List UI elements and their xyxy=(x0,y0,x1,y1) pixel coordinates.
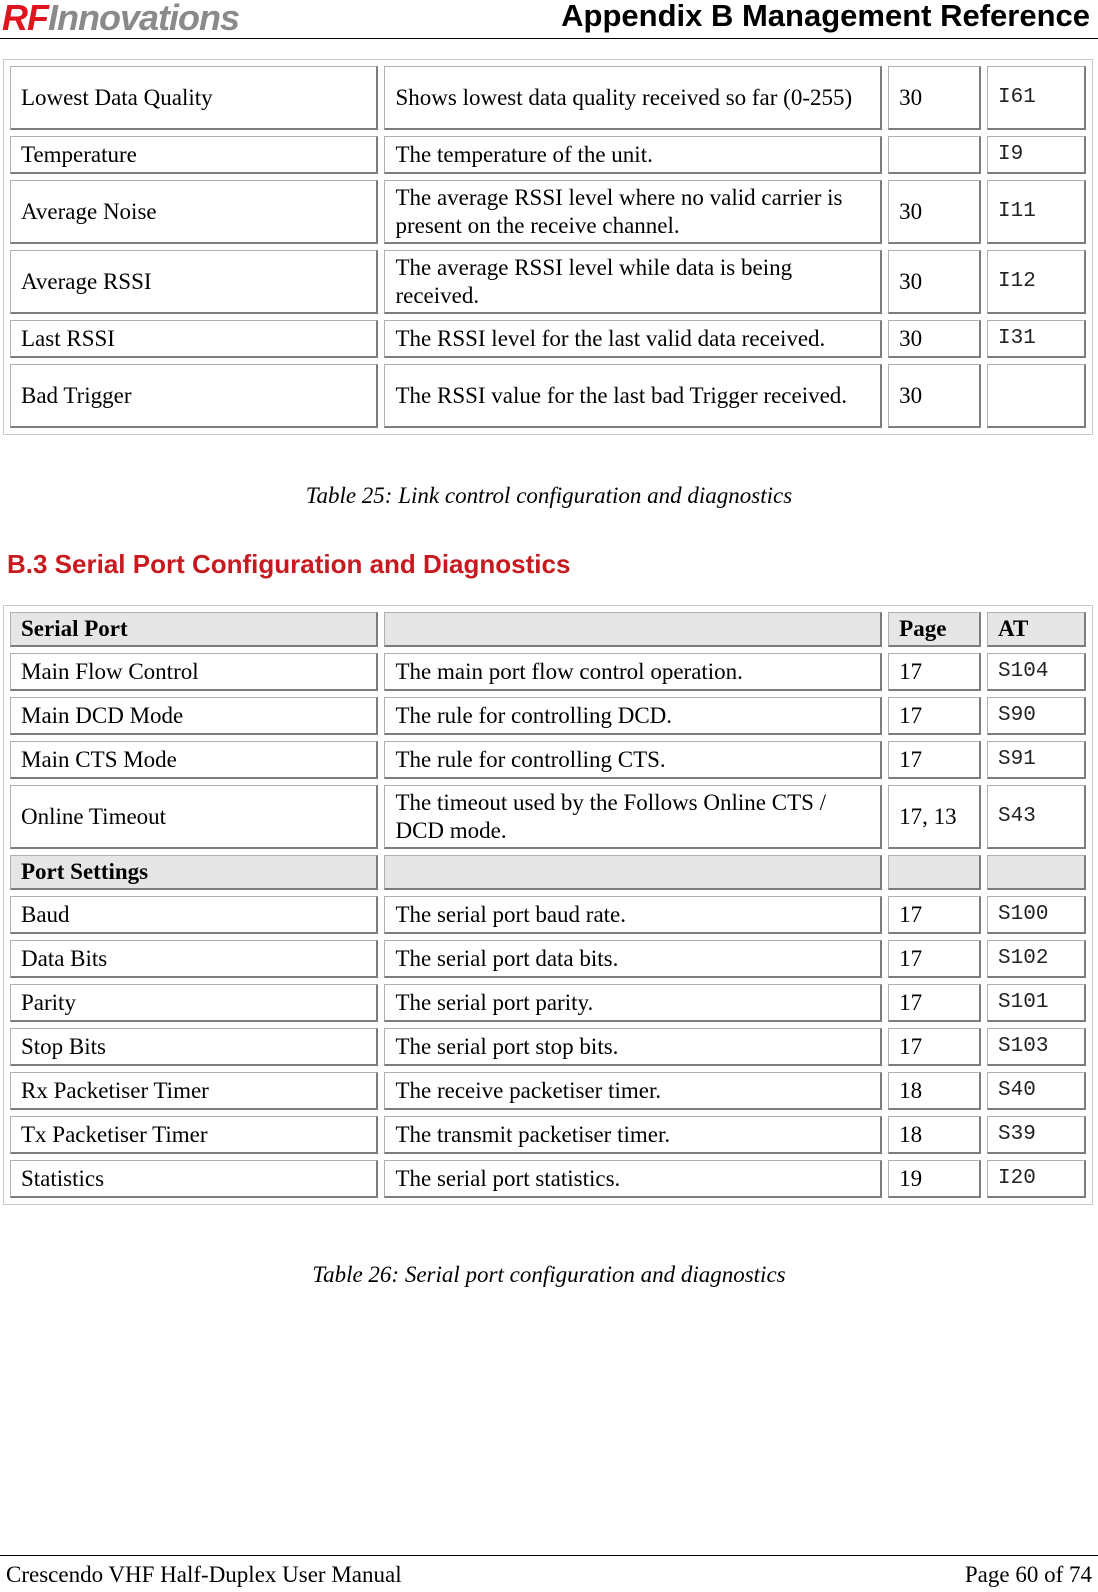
cell-page: 30 xyxy=(888,250,981,314)
cell-desc: The transmit packetiser timer. xyxy=(384,1116,882,1154)
cell-at: I31 xyxy=(987,320,1086,358)
header-title: Appendix B Management Reference xyxy=(561,0,1090,33)
section-heading: B.3 Serial Port Configuration and Diagnostics xyxy=(7,549,571,579)
cell-name: Temperature xyxy=(10,136,378,174)
cell-page: 17 xyxy=(888,984,981,1022)
cell-at: S91 xyxy=(987,741,1086,779)
subheader-cell-empty xyxy=(987,855,1086,890)
cell-at: S102 xyxy=(987,940,1086,978)
cell-name: Parity xyxy=(10,984,378,1022)
cell-desc: The serial port statistics. xyxy=(384,1160,882,1198)
page-header xyxy=(0,0,1098,39)
cell-at: S43 xyxy=(987,785,1086,849)
cell-name: Average Noise xyxy=(10,180,378,244)
serial-port-table xyxy=(3,605,1093,1205)
cell-at: S40 xyxy=(987,1072,1086,1110)
cell-desc: The serial port parity. xyxy=(384,984,882,1022)
manual-title: Crescendo VHF Half-Duplex User Manual xyxy=(6,1562,402,1587)
table-row xyxy=(10,1028,1086,1066)
cell-at: S39 xyxy=(987,1116,1086,1154)
cell-desc: The rule for controlling DCD. xyxy=(384,697,882,735)
cell-desc: The rule for controlling CTS. xyxy=(384,741,882,779)
table-row xyxy=(10,364,1086,428)
cell-at: S103 xyxy=(987,1028,1086,1066)
cell-page: 17 xyxy=(888,741,981,779)
cell-page: 17 xyxy=(888,940,981,978)
link-control-table xyxy=(3,59,1093,435)
cell-page xyxy=(888,136,981,174)
cell-name: Last RSSI xyxy=(10,320,378,358)
cell-name: Lowest Data Quality xyxy=(10,66,378,130)
cell-at: I61 xyxy=(987,66,1086,130)
subheader-cell-name: Port Settings xyxy=(10,855,378,890)
cell-name: Rx Packetiser Timer xyxy=(10,1072,378,1110)
cell-page: 17 xyxy=(888,896,981,934)
header-cell-page: Page xyxy=(888,612,981,647)
cell-page: 30 xyxy=(888,320,981,358)
table-row xyxy=(10,250,1086,314)
cell-name: Baud xyxy=(10,896,378,934)
cell-name: Statistics xyxy=(10,1160,378,1198)
cell-name: Main DCD Mode xyxy=(10,697,378,735)
cell-at xyxy=(987,364,1086,428)
page-number: Page 60 of 74 xyxy=(964,1562,1092,1587)
cell-at: I9 xyxy=(987,136,1086,174)
cell-desc: The receive packetiser timer. xyxy=(384,1072,882,1110)
cell-page: 17, 13 xyxy=(888,785,981,849)
header-cell-desc xyxy=(384,612,882,647)
cell-desc: The average RSSI level while data is being received. xyxy=(384,250,882,314)
cell-at: S100 xyxy=(987,896,1086,934)
cell-desc: The RSSI value for the last bad Trigger received. xyxy=(384,364,882,428)
cell-name: Average RSSI xyxy=(10,250,378,314)
cell-page: 17 xyxy=(888,653,981,691)
table-row xyxy=(10,697,1086,735)
cell-page: 17 xyxy=(888,1028,981,1066)
cell-at: I20 xyxy=(987,1160,1086,1198)
cell-at: S90 xyxy=(987,697,1086,735)
cell-desc: The timeout used by the Follows Online CTS / DCD mode. xyxy=(384,785,882,849)
cell-at: S104 xyxy=(987,653,1086,691)
cell-page: 30 xyxy=(888,180,981,244)
cell-name: Main Flow Control xyxy=(10,653,378,691)
table-row xyxy=(10,940,1086,978)
cell-page: 30 xyxy=(888,66,981,130)
cell-name: Bad Trigger xyxy=(10,364,378,428)
cell-at: S101 xyxy=(987,984,1086,1022)
cell-page: 19 xyxy=(888,1160,981,1198)
table-row xyxy=(10,984,1086,1022)
page-footer xyxy=(0,1555,1098,1592)
cell-page: 18 xyxy=(888,1072,981,1110)
cell-at: I12 xyxy=(987,250,1086,314)
cell-desc: The average RSSI level where no valid carrier is present on the receive channel. xyxy=(384,180,882,244)
cell-page: 30 xyxy=(888,364,981,428)
port-settings-subheader xyxy=(10,855,1086,890)
table-row xyxy=(10,136,1086,174)
cell-desc: The serial port stop bits. xyxy=(384,1028,882,1066)
table-row xyxy=(10,1116,1086,1154)
table-row xyxy=(10,1160,1086,1198)
cell-desc: The serial port baud rate. xyxy=(384,896,882,934)
table-header-row xyxy=(10,612,1086,647)
company-logo: RFInnovations xyxy=(2,0,240,38)
header-cell-name: Serial Port xyxy=(10,612,378,647)
cell-desc: The main port flow control operation. xyxy=(384,653,882,691)
table-25-caption: Table 25: Link control configuration and diagnostics xyxy=(305,483,793,508)
cell-name: Tx Packetiser Timer xyxy=(10,1116,378,1154)
table-row xyxy=(10,66,1086,130)
table-row xyxy=(10,653,1086,691)
cell-name: Main CTS Mode xyxy=(10,741,378,779)
table-row xyxy=(10,741,1086,779)
cell-at: I11 xyxy=(987,180,1086,244)
cell-page: 18 xyxy=(888,1116,981,1154)
cell-name: Online Timeout xyxy=(10,785,378,849)
cell-desc: The serial port data bits. xyxy=(384,940,882,978)
table-26-caption: Table 26: Serial port configuration and diagnostics xyxy=(312,1262,786,1287)
cell-page: 17 xyxy=(888,697,981,735)
table-row xyxy=(10,785,1086,849)
header-cell-at: AT xyxy=(987,612,1086,647)
cell-desc: The temperature of the unit. xyxy=(384,136,882,174)
cell-desc: The RSSI level for the last valid data received. xyxy=(384,320,882,358)
cell-name: Stop Bits xyxy=(10,1028,378,1066)
table-row xyxy=(10,180,1086,244)
cell-desc: Shows lowest data quality received so far (0-255) xyxy=(384,66,882,130)
subheader-cell-empty xyxy=(384,855,882,890)
subheader-cell-empty xyxy=(888,855,981,890)
table-row xyxy=(10,896,1086,934)
cell-name: Data Bits xyxy=(10,940,378,978)
table-row xyxy=(10,1072,1086,1110)
table-row xyxy=(10,320,1086,358)
